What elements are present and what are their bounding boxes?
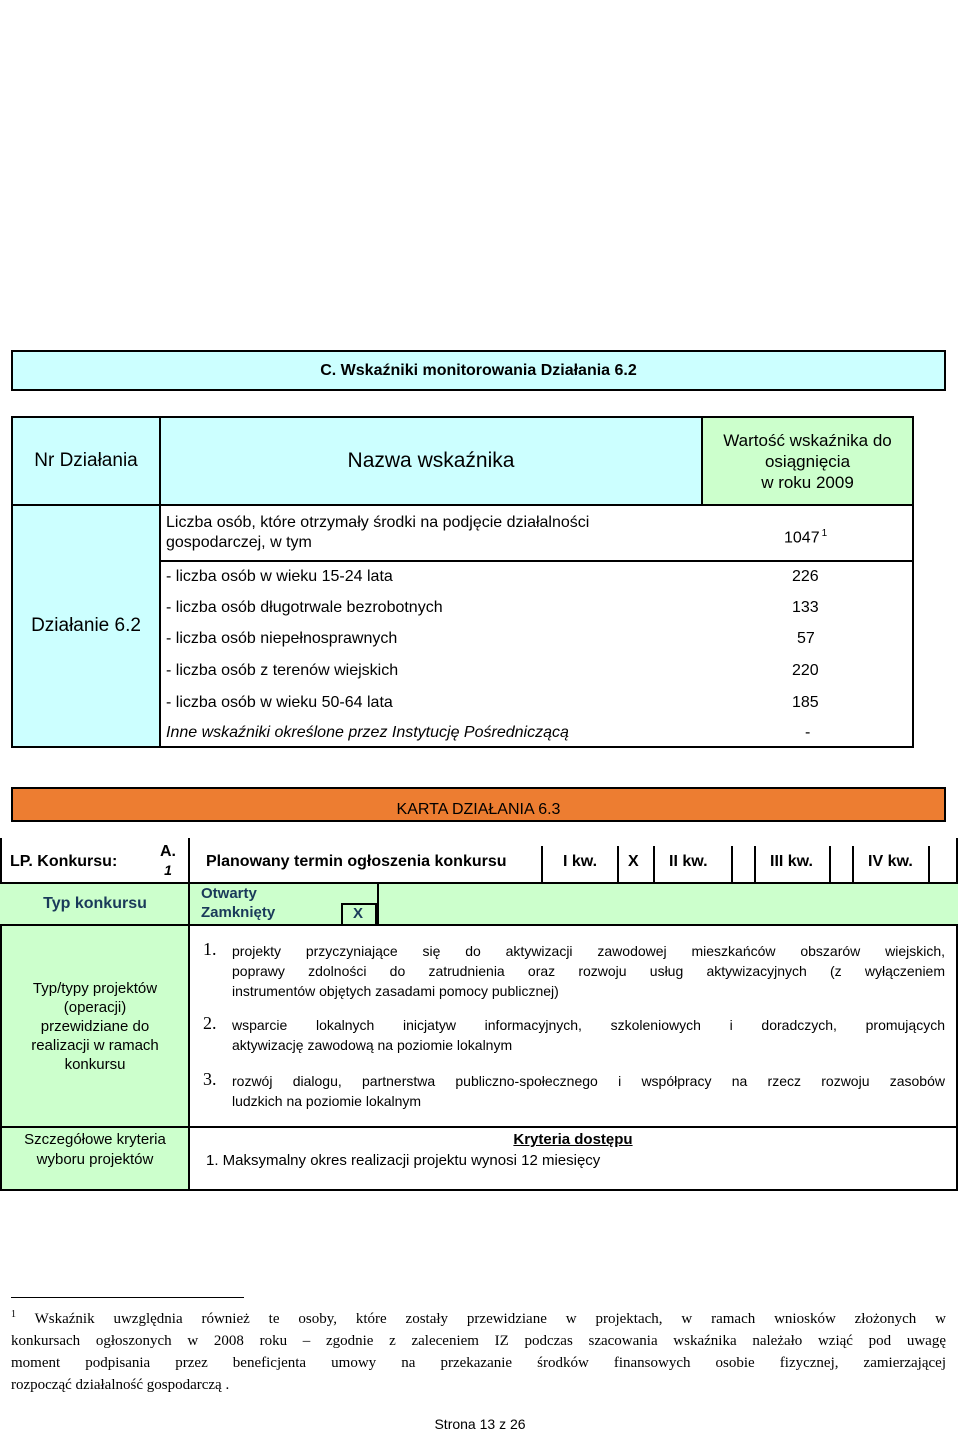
indicator-name: - liczba osób w wieku 15-24 lata: [166, 568, 393, 585]
project-type-item: 2. wsparcie lokalnych inicjatyw informacyjnych, szkoleniowych i doradczych, promujących aktywizację zawodową na poziomie lokalnym: [203, 1013, 945, 1053]
type-open[interactable]: Otwarty: [201, 885, 257, 902]
quarter-divider: [754, 846, 756, 882]
type-options: [201, 884, 275, 922]
type-label: Typ konkursu: [43, 895, 147, 912]
indicator-name: - liczba osób niepełnosprawnych: [166, 630, 398, 647]
quarter-label: II kw.: [669, 853, 708, 870]
row-divider: [159, 560, 912, 562]
criteria-title: Kryteria dostępu: [513, 1131, 633, 1148]
quarter-divider: [731, 846, 733, 882]
footnote-ref: 1: [821, 528, 828, 539]
indicator-value: 220: [792, 662, 819, 679]
type-divider: [377, 884, 379, 924]
indicator-name: - liczba osób w wieku 50-64 lata: [166, 694, 393, 711]
project-types-label: Typ/typy projektów (operacji) przewidziane do realizacji w ramach konkursu: [31, 979, 159, 1073]
indicator-name: - liczba osób z terenów wiejskich: [166, 662, 399, 679]
quarter-label: I kw.: [563, 853, 598, 870]
project-type-item: 1. projekty przyczyniające się do aktywizacji zawodowej mieszkańców obszarów wiejskich, poprawy zdolności do zatrudnienia oraz rozwoju usług aktywizacyjnych (z wyłączeniem instrumentów objętych zasadami pomocy publicznej): [203, 939, 945, 999]
indicator-value: 57: [797, 630, 815, 647]
karta-title: KARTA DZIAŁANIA 6.3: [11, 787, 946, 822]
indicator-name: - liczba osób długotrwale bezrobotnych: [166, 599, 443, 616]
page-number: Strona 13 z 26: [434, 1416, 526, 1432]
header-wartosc: Wartość wskaźnika do osiągnięcia w roku 2009: [701, 418, 912, 504]
indicator-value: 185: [792, 694, 819, 711]
quarter-divider: [829, 846, 831, 882]
planned-divider: [541, 846, 543, 882]
header-nazwa-wskaznika: Nazwa wskaźnika: [159, 418, 701, 504]
project-type-item: 3. rozwój dialogu, partnerstwa publiczno-społecznego i współpracy na rzecz rozwoju zasobów ludzkich na poziomie lokalnym: [203, 1069, 945, 1109]
lp-label: LP. Konkursu:: [10, 853, 118, 870]
lp-value: A. 1: [160, 843, 176, 878]
action-cell: Działanie 6.2: [13, 504, 159, 746]
criteria-item: 1. Maksymalny okres realizacji projektu wynosi 12 miesięcy: [206, 1152, 601, 1169]
indicator-value: 226: [792, 568, 819, 585]
lp-divider: [188, 838, 190, 884]
project-types-divider: [188, 926, 190, 1189]
type-closed-checkbox[interactable]: X: [353, 905, 364, 922]
criteria-label: Szczegółowe kryteria wyboru projektów: [24, 1131, 166, 1168]
indicator-name: Inne wskaźniki określone przez Instytucję Pośredniczącą: [166, 724, 569, 741]
footnote-separator: [11, 1297, 244, 1298]
section-c-title: C. Wskaźniki monitorowania Działania 6.2: [11, 350, 946, 391]
indicator-value: 1047 $^1$: [784, 528, 828, 547]
indicator-value: -: [805, 724, 811, 741]
type-closed[interactable]: Zamknięty: [201, 904, 276, 921]
indicator-name: Liczba osób, które otrzymały środki na podjęcie działalności gospodarczej, w tym: [166, 514, 590, 551]
quarter-divider: [928, 846, 930, 882]
planned-label: Planowany termin ogłoszenia konkursu: [206, 853, 507, 870]
type-divider: [188, 884, 190, 924]
quarter-divider: [617, 846, 619, 882]
quarter-checkbox[interactable]: X: [628, 853, 639, 870]
quarter-label: IV kw.: [868, 853, 913, 870]
header-nr-dzialania: Nr Działania: [13, 418, 159, 504]
quarter-divider: [852, 846, 854, 882]
quarter-divider: [653, 846, 655, 882]
footnote: $^1$ Wskaźnik uwzględnia również te osoby, które zostały przewidziane w projektach, w ramach wniosków złożonych w konkursach ogłoszonych w 2008 roku – zgodnie z zaleceniem IZ podczas szacowania wskaźnika należało wziąć pod uwagę moment podpisania przez beneficjenta umowy na przekazanie środków finansowych osobie fizycznej, zamierzającej rozpocząć działalność gospodarczą .: [11, 1309, 946, 1393]
indicator-value: 133: [792, 599, 819, 616]
quarter-label: III kw.: [770, 853, 813, 870]
